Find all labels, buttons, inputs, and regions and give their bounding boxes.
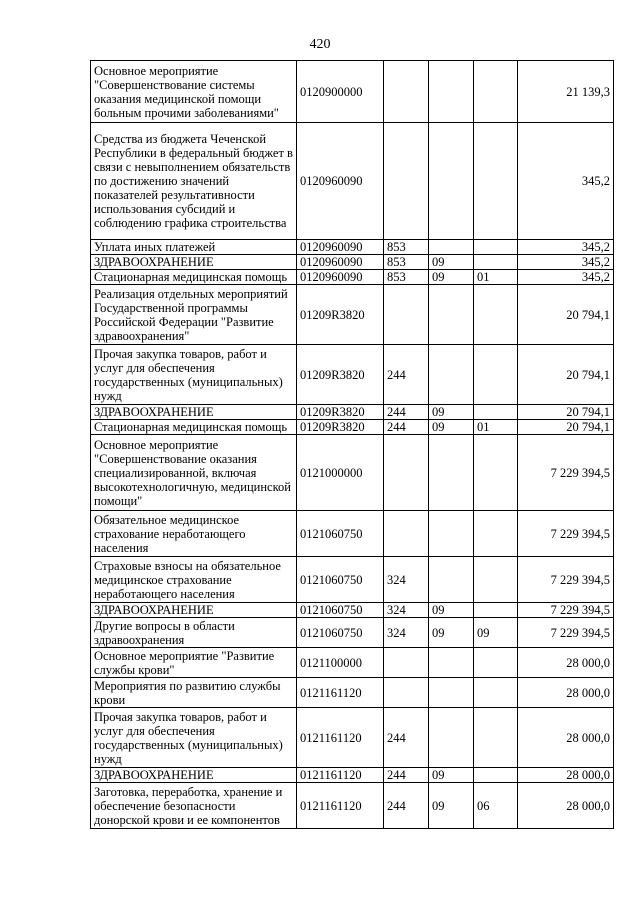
row-sum: 7 229 394,5: [518, 435, 614, 511]
row-subsection: [474, 435, 518, 511]
row-section: [429, 511, 474, 557]
row-expense-type: [384, 648, 429, 678]
table-row: [91, 345, 614, 405]
table-row: [91, 61, 614, 123]
page-number: 420: [309, 37, 331, 52]
table-row: [91, 618, 614, 648]
row-section: 09: [429, 420, 474, 435]
row-subsection: [474, 557, 518, 603]
row-sum: 20 794,1: [518, 285, 614, 345]
row-sum: 20 794,1: [518, 345, 614, 405]
table-row: [91, 285, 614, 345]
row-expense-type: [384, 678, 429, 708]
row-name: Мероприятия по развитию службы крови: [91, 678, 297, 708]
row-code: 0120960090: [297, 240, 384, 255]
row-name: Основное мероприятие "Совершенствование системы оказания медицинской помощи больным прочими заболеваниями": [91, 61, 297, 123]
row-code: 0121100000: [297, 648, 384, 678]
row-subsection: 06: [474, 783, 518, 829]
row-subsection: [474, 768, 518, 783]
row-section: [429, 123, 474, 240]
row-name: Прочая закупка товаров, работ и услуг для обеспечения государственных (муниципальных) нужд: [91, 708, 297, 768]
row-name: Стационарная медицинская помощь: [91, 420, 297, 435]
row-expense-type: [384, 123, 429, 240]
row-sum: 7 229 394,5: [518, 557, 614, 603]
row-expense-type: [384, 511, 429, 557]
row-section: 09: [429, 603, 474, 618]
row-expense-type: 853: [384, 255, 429, 270]
row-code: 0121060750: [297, 603, 384, 618]
table-row: [91, 123, 614, 240]
row-code: 0120900000: [297, 61, 384, 123]
row-code: 0120960090: [297, 270, 384, 285]
row-expense-type: 244: [384, 405, 429, 420]
table-row: [91, 255, 614, 270]
row-code: 01209R3820: [297, 285, 384, 345]
row-code: 0121060750: [297, 511, 384, 557]
row-sum: 345,2: [518, 240, 614, 255]
row-subsection: [474, 240, 518, 255]
row-expense-type: 244: [384, 420, 429, 435]
table-row: [91, 405, 614, 420]
row-expense-type: 244: [384, 783, 429, 829]
row-subsection: 01: [474, 270, 518, 285]
row-expense-type: 324: [384, 618, 429, 648]
row-name: Реализация отдельных мероприятий Государственной программы Российской Федерации "Развитие здравоохранения": [91, 285, 297, 345]
row-section: 09: [429, 768, 474, 783]
row-name: ЗДРАВООХРАНЕНИЕ: [91, 405, 297, 420]
row-sum: 345,2: [518, 255, 614, 270]
row-subsection: [474, 61, 518, 123]
row-sum: 7 229 394,5: [518, 618, 614, 648]
row-name: Основное мероприятие "Совершенствование оказания специализированной, включая высокотехнологичную, медицинской помощи": [91, 435, 297, 511]
row-code: 0121060750: [297, 557, 384, 603]
row-section: 09: [429, 618, 474, 648]
row-section: [429, 61, 474, 123]
row-name: ЗДРАВООХРАНЕНИЕ: [91, 768, 297, 783]
row-sum: 28 000,0: [518, 648, 614, 678]
row-section: 09: [429, 405, 474, 420]
row-sum: 28 000,0: [518, 678, 614, 708]
row-name: Стационарная медицинская помощь: [91, 270, 297, 285]
row-subsection: [474, 708, 518, 768]
row-name: Страховые взносы на обязательное медицинское страхование неработающего населения: [91, 557, 297, 603]
row-sum: 345,2: [518, 270, 614, 285]
row-name: Прочая закупка товаров, работ и услуг для обеспечения государственных (муниципальных) нужд: [91, 345, 297, 405]
table-row: [91, 240, 614, 255]
table-row: [91, 435, 614, 511]
row-sum: 28 000,0: [518, 783, 614, 829]
row-name: Заготовка, переработка, хранение и обеспечение безопасности донорской крови и ее компонентов: [91, 783, 297, 829]
row-expense-type: 324: [384, 603, 429, 618]
row-name: Уплата иных платежей: [91, 240, 297, 255]
row-section: [429, 648, 474, 678]
row-name: Другие вопросы в области здравоохранения: [91, 618, 297, 648]
row-code: 01209R3820: [297, 405, 384, 420]
row-code: 0121161120: [297, 783, 384, 829]
row-subsection: [474, 123, 518, 240]
row-subsection: [474, 648, 518, 678]
row-expense-type: [384, 435, 429, 511]
row-expense-type: 244: [384, 708, 429, 768]
table-row: [91, 557, 614, 603]
row-sum: 7 229 394,5: [518, 603, 614, 618]
row-expense-type: 324: [384, 557, 429, 603]
row-expense-type: 853: [384, 240, 429, 255]
row-subsection: [474, 511, 518, 557]
row-subsection: [474, 678, 518, 708]
row-section: [429, 285, 474, 345]
row-code: 0121161120: [297, 768, 384, 783]
row-section: 09: [429, 270, 474, 285]
row-sum: 20 794,1: [518, 405, 614, 420]
row-sum: 345,2: [518, 123, 614, 240]
row-expense-type: [384, 285, 429, 345]
table-row: [91, 511, 614, 557]
table-row: [91, 270, 614, 285]
row-name: ЗДРАВООХРАНЕНИЕ: [91, 255, 297, 270]
row-code: 0121060750: [297, 618, 384, 648]
row-expense-type: 853: [384, 270, 429, 285]
row-code: 0121161120: [297, 678, 384, 708]
row-subsection: [474, 285, 518, 345]
row-expense-type: 244: [384, 768, 429, 783]
row-section: [429, 435, 474, 511]
row-section: [429, 345, 474, 405]
row-section: 09: [429, 255, 474, 270]
row-code: 0121000000: [297, 435, 384, 511]
table-row: [91, 648, 614, 678]
row-expense-type: [384, 61, 429, 123]
row-sum: 7 229 394,5: [518, 511, 614, 557]
row-subsection: [474, 345, 518, 405]
table-row: [91, 678, 614, 708]
table-row: [91, 783, 614, 829]
row-sum: 21 139,3: [518, 61, 614, 123]
row-code: 01209R3820: [297, 420, 384, 435]
row-expense-type: 244: [384, 345, 429, 405]
row-name: Основное мероприятие "Развитие службы крови": [91, 648, 297, 678]
table-row: [91, 420, 614, 435]
row-subsection: 09: [474, 618, 518, 648]
row-subsection: [474, 405, 518, 420]
row-section: [429, 557, 474, 603]
table-row: [91, 708, 614, 768]
row-code: 01209R3820: [297, 345, 384, 405]
row-code: 0120960090: [297, 123, 384, 240]
row-subsection: 01: [474, 420, 518, 435]
row-section: [429, 678, 474, 708]
row-subsection: [474, 603, 518, 618]
row-sum: 28 000,0: [518, 768, 614, 783]
row-sum: 20 794,1: [518, 420, 614, 435]
row-name: Средства из бюджета Чеченской Республики в федеральный бюджет в связи с невыполнением обязательств по достижению значений показателей результативности использования субсидий и соблюдению графика строительства: [91, 123, 297, 240]
row-sum: 28 000,0: [518, 708, 614, 768]
row-subsection: [474, 255, 518, 270]
row-section: 09: [429, 783, 474, 829]
budget-table: [90, 60, 614, 829]
row-name: Обязательное медицинское страхование неработающего населения: [91, 511, 297, 557]
table-row: [91, 603, 614, 618]
table-row: [91, 768, 614, 783]
row-name: ЗДРАВООХРАНЕНИЕ: [91, 603, 297, 618]
row-section: [429, 708, 474, 768]
row-section: [429, 240, 474, 255]
row-code: 0120960090: [297, 255, 384, 270]
row-code: 0121161120: [297, 708, 384, 768]
